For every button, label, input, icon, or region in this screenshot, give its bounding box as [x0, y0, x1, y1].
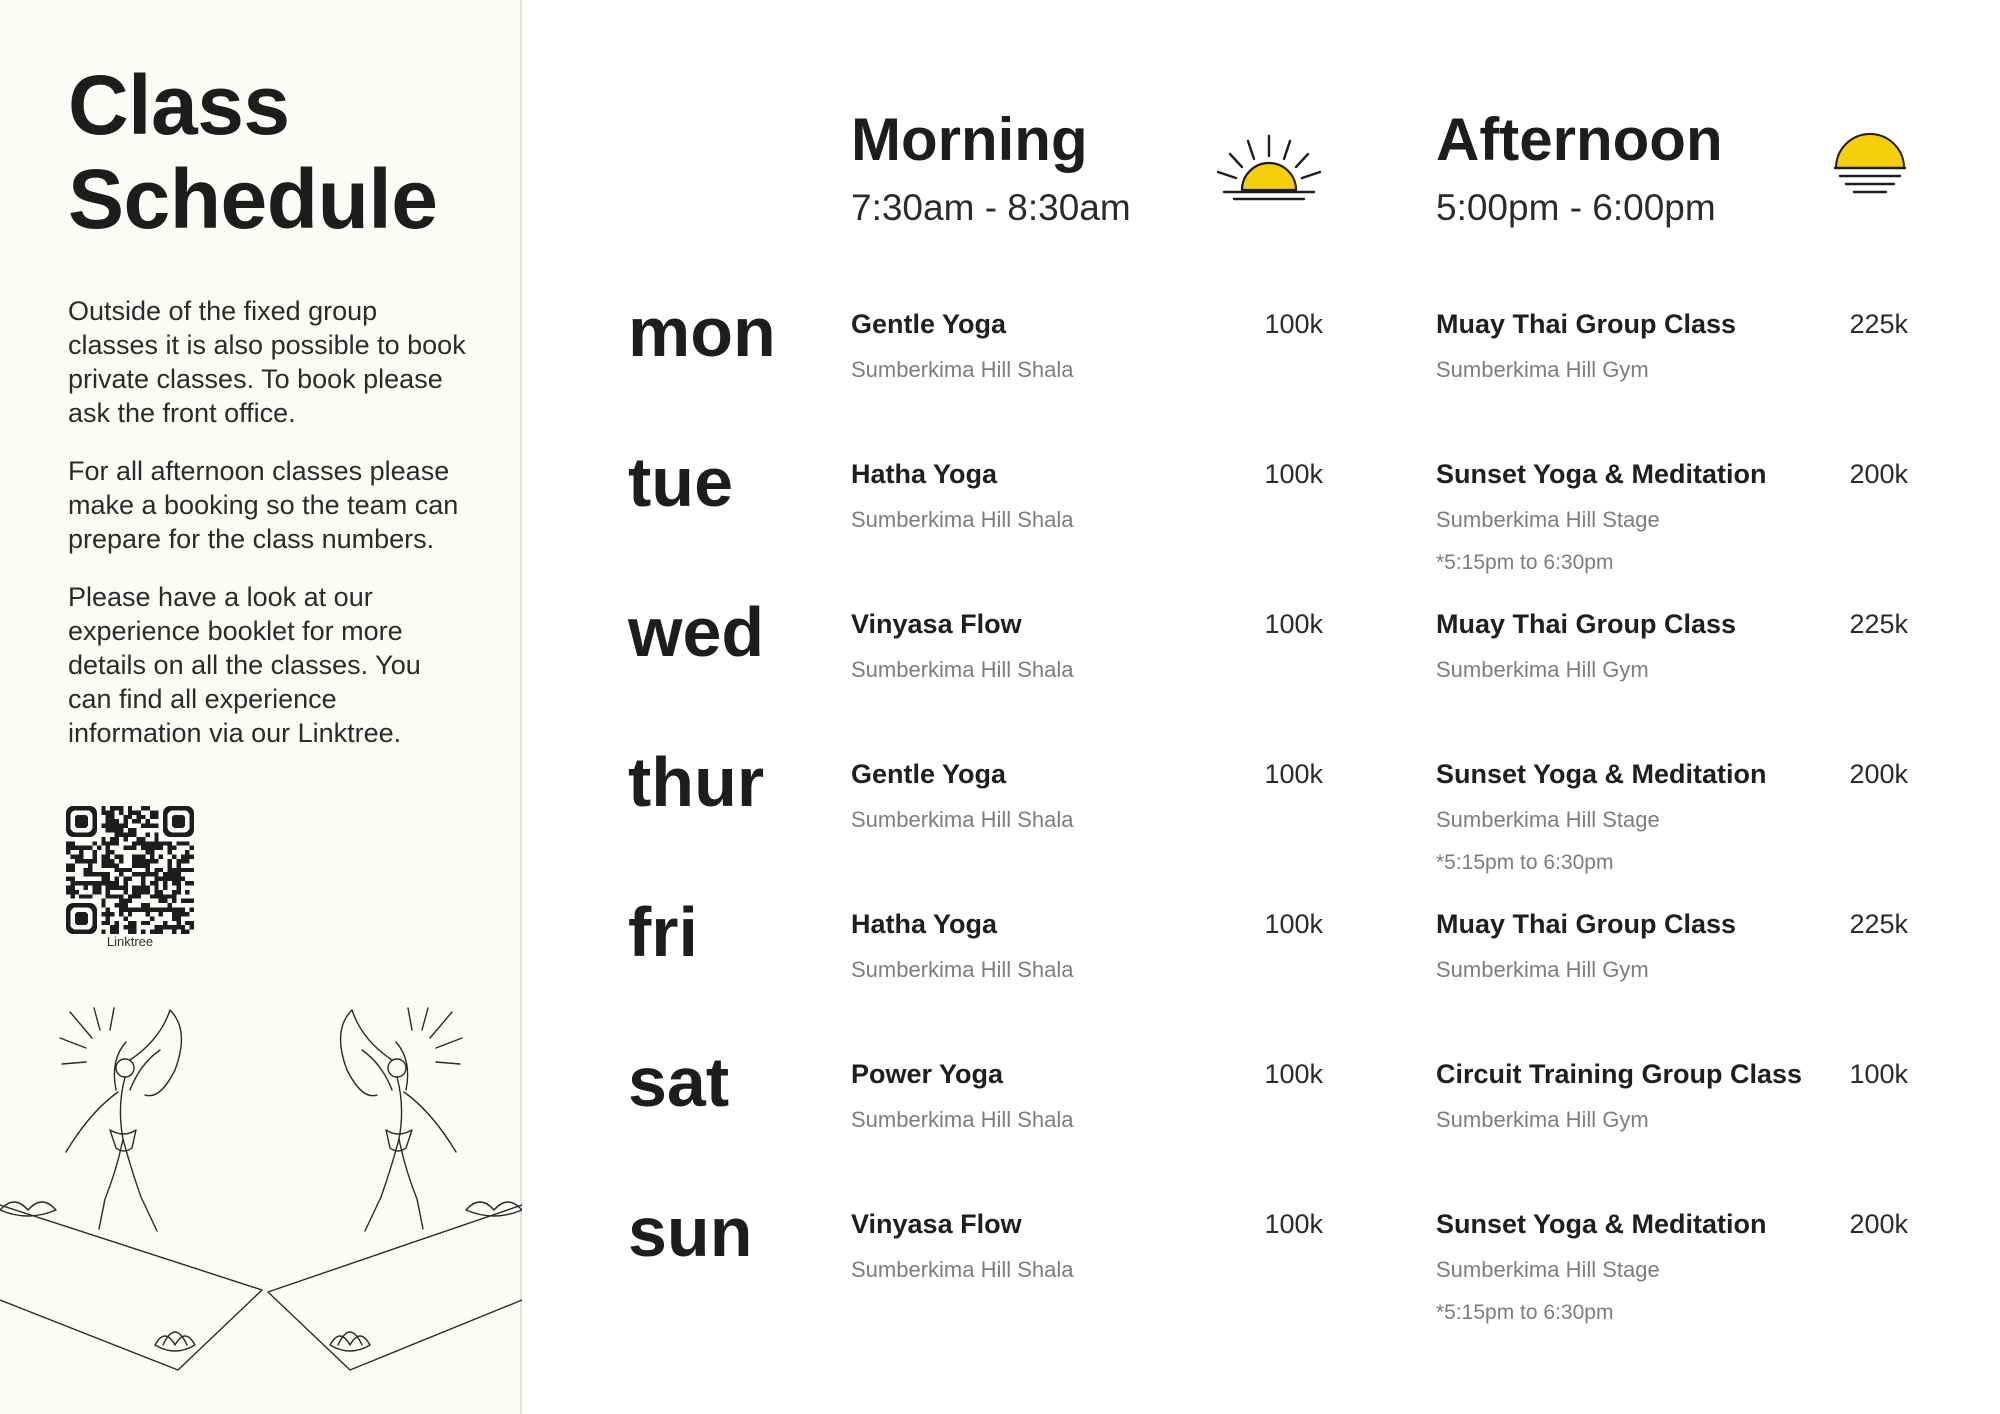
afternoon-class-venue: Sumberkima Hill Gym: [1436, 657, 1649, 682]
day-label: fri: [628, 893, 698, 971]
morning-time: 7:30am - 8:30am: [851, 187, 1131, 228]
afternoon-class-name: Sunset Yoga & Meditation: [1436, 459, 1767, 489]
morning-class-name: Gentle Yoga: [851, 309, 1007, 339]
afternoon-class-name: Muay Thai Group Class: [1436, 909, 1737, 939]
morning-class-name: Vinyasa Flow: [851, 1209, 1022, 1239]
intro-paragraph-booking: For all afternoon classes please make a booking so the team can prepare for the class numbers.: [68, 456, 459, 554]
afternoon-class-time-note: *5:15pm to 6:30pm: [1436, 551, 1614, 574]
dancers-illustration: [0, 1000, 522, 1414]
morning-class-venue: Sumberkima Hill Shala: [851, 1107, 1074, 1132]
day-label: wed: [628, 593, 765, 671]
morning-class-price: 100k: [1264, 759, 1323, 789]
day-label: tue: [628, 443, 733, 521]
afternoon-class-price: 200k: [1849, 759, 1908, 789]
afternoon-time: 5:00pm - 6:00pm: [1436, 187, 1716, 228]
morning-class-price: 100k: [1264, 909, 1323, 939]
sunset-icon: [1832, 128, 1908, 204]
intro-text: [68, 294, 468, 774]
day-label: sat: [628, 1043, 730, 1121]
dancer-right: [341, 1008, 462, 1231]
dancer-left: [60, 1008, 181, 1231]
afternoon-class-venue: Sumberkima Hill Stage: [1436, 807, 1660, 832]
intro-paragraph-private: Outside of the fixed group classes it is also possible to book private classes. To book please ask the front office.: [68, 296, 466, 428]
floor-lines: [0, 1205, 522, 1370]
afternoon-class-venue: Sumberkima Hill Gym: [1436, 1107, 1649, 1132]
afternoon-class-name: Sunset Yoga & Meditation: [1436, 759, 1767, 789]
morning-class-price: 100k: [1264, 1209, 1323, 1239]
morning-class-venue: Sumberkima Hill Shala: [851, 507, 1074, 532]
title-line-2: Schedule: [68, 152, 438, 246]
page-title: [68, 58, 437, 246]
day-label: mon: [628, 293, 776, 371]
afternoon-class-price: 225k: [1849, 309, 1908, 339]
morning-class-venue: Sumberkima Hill Shala: [851, 357, 1074, 382]
morning-class-venue: Sumberkima Hill Shala: [851, 807, 1074, 832]
afternoon-class-name: Sunset Yoga & Meditation: [1436, 1209, 1767, 1239]
afternoon-class-venue: Sumberkima Hill Gym: [1436, 357, 1649, 382]
morning-class-price: 100k: [1264, 1059, 1323, 1089]
morning-class-name: Vinyasa Flow: [851, 609, 1022, 639]
afternoon-class-price: 200k: [1849, 459, 1908, 489]
afternoon-class-time-note: *5:15pm to 6:30pm: [1436, 1301, 1614, 1324]
afternoon-class-name: Muay Thai Group Class: [1436, 309, 1737, 339]
morning-class-name: Power Yoga: [851, 1059, 1004, 1089]
day-label: thur: [628, 743, 765, 821]
afternoon-class-name: Circuit Training Group Class: [1436, 1059, 1803, 1089]
afternoon-class-price: 225k: [1849, 609, 1908, 639]
sunrise-icon: [1214, 130, 1324, 205]
intro-paragraph-linktree: Please have a look at our experience booklet for more details on all the classes. You can find all experience information via our Linktree.: [68, 582, 421, 748]
morning-class-price: 100k: [1264, 609, 1323, 639]
morning-title: Morning: [851, 106, 1088, 173]
morning-class-price: 100k: [1264, 309, 1323, 339]
morning-class-venue: Sumberkima Hill Shala: [851, 1257, 1074, 1282]
morning-class-venue: Sumberkima Hill Shala: [851, 957, 1074, 982]
afternoon-class-name: Muay Thai Group Class: [1436, 609, 1737, 639]
afternoon-class-venue: Sumberkima Hill Stage: [1436, 1257, 1660, 1282]
morning-class-venue: Sumberkima Hill Shala: [851, 657, 1074, 682]
day-label: sun: [628, 1193, 753, 1271]
afternoon-title: Afternoon: [1436, 106, 1723, 173]
morning-class-name: Hatha Yoga: [851, 459, 998, 489]
sidebar: [0, 0, 522, 1414]
afternoon-class-price: 200k: [1849, 1209, 1908, 1239]
afternoon-class-price: 100k: [1849, 1059, 1908, 1089]
morning-class-price: 100k: [1264, 459, 1323, 489]
linktree-qr-code[interactable]: [66, 806, 194, 934]
title-line-1: Class: [68, 58, 290, 152]
afternoon-class-time-note: *5:15pm to 6:30pm: [1436, 851, 1614, 874]
morning-class-name: Gentle Yoga: [851, 759, 1007, 789]
afternoon-class-price: 225k: [1849, 909, 1908, 939]
morning-class-name: Hatha Yoga: [851, 909, 998, 939]
afternoon-class-venue: Sumberkima Hill Gym: [1436, 957, 1649, 982]
qr-label: Linktree: [106, 934, 154, 949]
lotus-ornaments: [0, 1202, 522, 1351]
afternoon-class-venue: Sumberkima Hill Stage: [1436, 507, 1660, 532]
